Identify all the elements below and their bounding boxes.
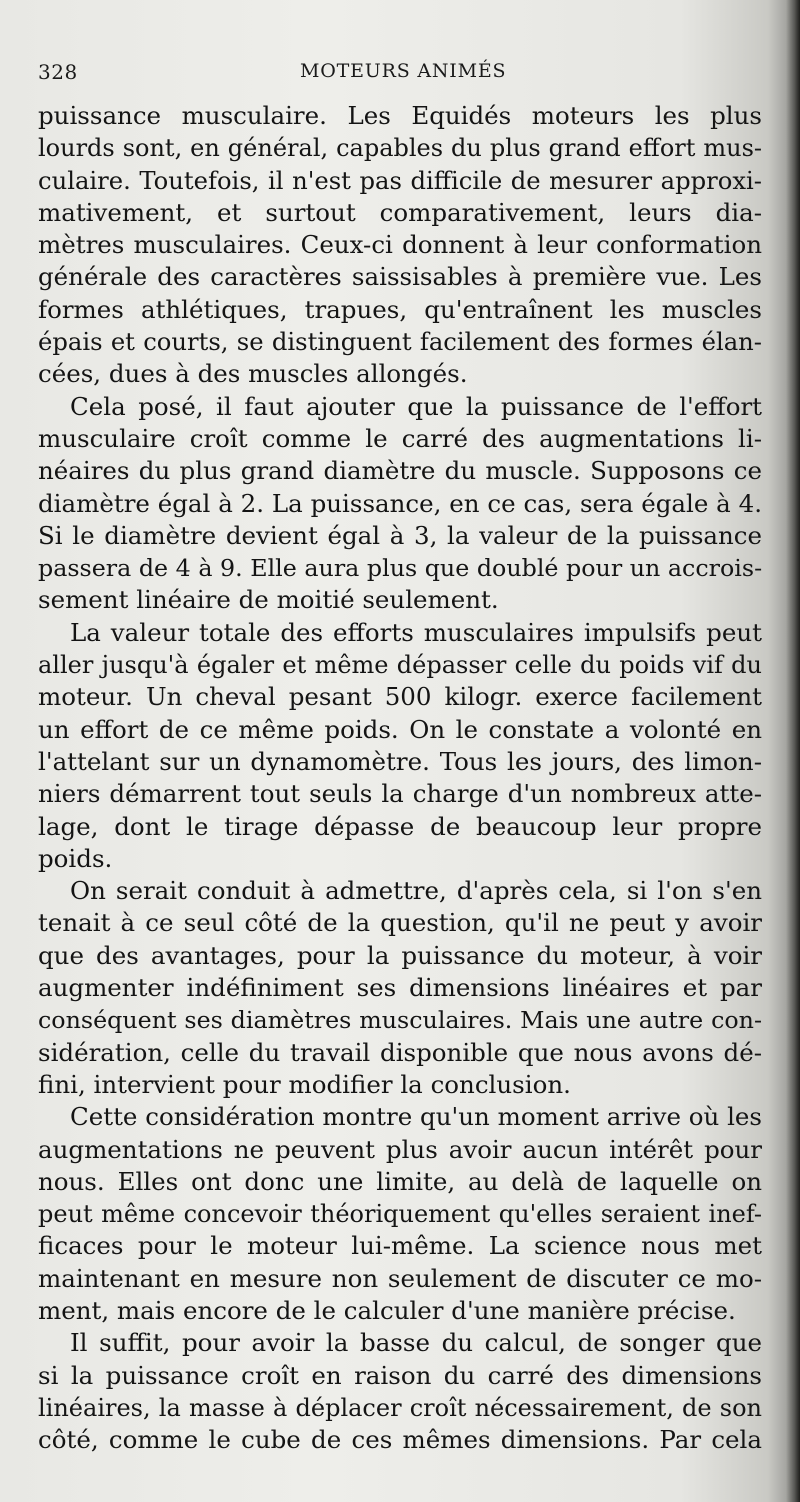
- text-line: ment, mais encore de le calculer d'une manière précise.: [38, 1295, 736, 1325]
- text-line: ficaces pour le moteur lui-même. La science nous met: [38, 1231, 762, 1261]
- text-line: niers démarrent tout seuls la charge d'un nombreux atte-: [38, 779, 762, 809]
- text-line: sement linéaire de moitié seulement.: [38, 585, 499, 615]
- text-line: puissance musculaire. Les Equidés moteurs les plus: [38, 101, 762, 130]
- text-line: On serait conduit à admettre, d'après cela, si l'on s'en: [70, 876, 762, 906]
- text-line: côté, comme le cube de ces mêmes dimensions. Par cela: [38, 1425, 762, 1455]
- text-line: cées, dues à des muscles allongés.: [38, 359, 468, 389]
- text-line: Si le diamètre devient égal à 3, la valeur de la puissance: [38, 520, 762, 550]
- text-line: diamètre égal à 2. La puissance, en ce cas, sera égale à 4.: [38, 488, 762, 518]
- text-line: peut même concevoir théoriquement qu'elles seraient inef-: [38, 1200, 762, 1229]
- text-line: Il suffit, pour avoir la basse du calcul, de songer que: [70, 1328, 762, 1358]
- text-line: culaire. Toutefois, il n'est pas difficile de mesurer approxi-: [38, 165, 762, 195]
- text-line: passera de 4 à 9. Elle aura plus que doublé pour un accrois-: [38, 554, 762, 583]
- text-line: un effort de ce même poids. On le constate a volonté en: [38, 714, 762, 744]
- text-line: linéaires, la masse à déplacer croît nécessairement, de son: [38, 1393, 762, 1422]
- text-line: lage, dont le tirage dépasse de beaucoup leur propre: [38, 811, 762, 841]
- text-line: maintenant en mesure non seulement de discuter ce mo-: [38, 1263, 762, 1293]
- page-spine-shadow: [786, 0, 800, 1502]
- text-line: l'attelant sur un dynamomètre. Tous les jours, des limon-: [38, 746, 762, 776]
- text-line: que des avantages, pour la puissance du moteur, à voir: [38, 940, 762, 970]
- page-header: [38, 56, 758, 92]
- text-line: tenait à ce seul côté de la question, qu'il ne peut y avoir: [38, 908, 762, 938]
- text-line: moteur. Un cheval pesant 500 kilogr. exerce facilement: [38, 682, 762, 712]
- page-number: 328: [38, 60, 78, 84]
- body-text: [38, 100, 762, 1456]
- text-line: poids.: [38, 843, 113, 873]
- text-line: néaires du plus grand diamètre du muscle. Supposons ce: [38, 456, 762, 486]
- text-line: générale des caractères saissisables à première vue. Les: [38, 262, 762, 292]
- running-head: MOTEURS ANIMÉS: [300, 60, 507, 82]
- text-line: aller jusqu'à égaler et même dépasser celle du poids vif du: [38, 651, 762, 680]
- text-line: mètres musculaires. Ceux-ci donnent à leur conformation: [38, 230, 762, 260]
- text-line: musculaire croît comme le carré des augmentations li-: [38, 423, 762, 453]
- text-line: augmentations ne peuvent plus avoir aucun intérêt pour: [38, 1134, 762, 1164]
- text-line: nous. Elles ont donc une limite, au delà de laquelle on: [38, 1166, 762, 1196]
- text-line: mativement, et surtout comparativement, leurs dia-: [38, 197, 762, 227]
- text-line: La valeur totale des efforts musculaires impulsifs peut: [70, 617, 762, 647]
- text-line: augmenter indéfiniment ses dimensions linéaires et par: [38, 973, 762, 1003]
- text-line: Cette considération montre qu'un moment arrive où les: [70, 1102, 762, 1132]
- text-line: sidération, celle du travail disponible que nous avons dé-: [38, 1037, 762, 1067]
- text-line: épais et courts, se distinguent facilement des formes élan-: [38, 327, 762, 357]
- text-line: formes athlétiques, trapues, qu'entraînent les muscles: [38, 294, 762, 324]
- text-line: fini, intervient pour modifier la conclusion.: [38, 1069, 571, 1099]
- text-line: Cela posé, il faut ajouter que la puissance de l'effort: [70, 391, 762, 421]
- text-line: si la puissance croît en raison du carré des dimensions: [38, 1360, 762, 1390]
- text-line: conséquent ses diamètres musculaires. Mais une autre con-: [38, 1006, 762, 1035]
- text-line: lourds sont, en général, capables du plus grand effort mus-: [38, 134, 762, 163]
